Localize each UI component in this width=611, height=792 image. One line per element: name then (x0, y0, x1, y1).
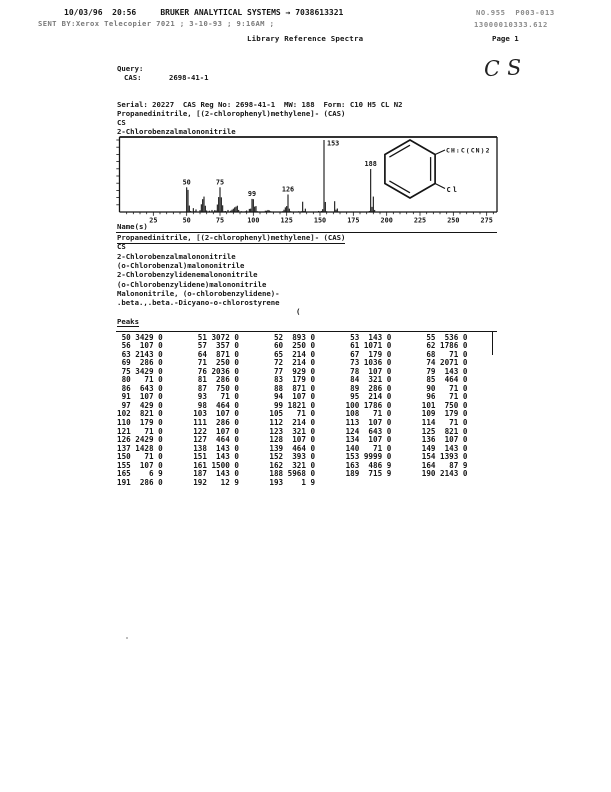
peak-entry: 187 143 0 (193, 469, 239, 479)
svg-text:25: 25 (149, 216, 158, 225)
peak-entry: 112 214 0 (269, 417, 316, 427)
svg-text:125: 125 (280, 216, 293, 225)
peak-entry: 138 143 0 (193, 443, 239, 453)
peak-entry: 78 107 0 (345, 366, 392, 376)
page-number: Page 1 (492, 34, 519, 43)
peak-entry: 151 143 0 (193, 452, 239, 462)
fax-station-id: NO.955 P003-013 (476, 8, 555, 17)
peak-entry: 139 464 0 (269, 443, 316, 453)
peak-entry: 73 1036 0 (345, 358, 392, 368)
peak-entry: 164 87 9 (421, 460, 468, 470)
synonym-item: .beta.,.beta.-Dicyano-o-chlorostyrene (117, 298, 280, 308)
peak-entry: 56 107 0 (117, 341, 163, 351)
peak-entry: 62 1786 0 (421, 341, 468, 351)
peak-entry: 89 286 0 (345, 383, 392, 393)
peak-entry: 193 1 9 (269, 477, 316, 487)
peak-entry: 163 486 9 (345, 460, 392, 470)
peak-entry: 162 321 0 (269, 460, 316, 470)
peak-entry: 149 143 0 (421, 443, 468, 453)
peak-entry: 109 179 0 (421, 409, 468, 419)
peak-entry: 113 107 0 (345, 417, 392, 427)
peak-entry: 128 107 0 (269, 435, 316, 445)
peak-entry: 123 321 0 (269, 426, 316, 436)
peak-entry: 50 3429 0 (117, 332, 163, 342)
peak-entry: 84 321 0 (345, 375, 392, 385)
peak-entry: 165 6 9 (117, 469, 163, 479)
benzene-ring (385, 140, 435, 198)
peak-entry: 64 871 0 (193, 349, 239, 359)
peak-entry: 63 2143 0 (117, 349, 163, 359)
peak-entry: 152 393 0 (269, 452, 316, 462)
peak-entry: 57 357 0 (193, 341, 239, 351)
record-name-line3: 2-Chlorobenzalmalononitrile (117, 127, 236, 137)
peak-entry: 76 2036 0 (193, 366, 239, 376)
substituent-cl-label: Cl (446, 185, 459, 194)
synonym-list (117, 233, 345, 308)
peak-entry: 101 750 0 (421, 400, 468, 410)
peak-entry: 111 286 0 (193, 417, 239, 427)
svg-text:50: 50 (182, 216, 191, 225)
scan-artifact-dot (126, 637, 128, 639)
peak-entry: 74 2071 0 (421, 358, 468, 368)
spectrum-axes (116, 137, 497, 216)
peak-entry: 99 1821 0 (269, 400, 316, 410)
peaks-grid (117, 334, 498, 488)
peak-entry: 90 71 0 (421, 383, 468, 393)
peak-entry: 80 71 0 (117, 375, 163, 385)
peak-entry: 68 71 0 (421, 349, 468, 359)
substituent-top-label: CH:C(CN)2 (446, 146, 491, 155)
synonym-item: 2-Chlorobenzalmalononitrile (117, 251, 236, 261)
peak-entry: 114 71 0 (421, 417, 468, 427)
peak-entry: 86 643 0 (117, 383, 163, 393)
peak-entry: 122 107 0 (193, 426, 239, 436)
peak-entry: 188 5968 0 (269, 469, 316, 479)
peak-entry: 137 1428 0 (117, 443, 163, 453)
synonym-item: 2-Chlorobenzylidenemalononitrile (117, 270, 258, 280)
svg-text:175: 175 (347, 216, 360, 225)
svg-text:126: 126 (281, 185, 295, 194)
svg-text:75: 75 (215, 216, 225, 225)
peak-entry: 140 71 0 (345, 443, 392, 453)
record-name-line2: CS (117, 118, 126, 128)
synonym-item: (o-Chlorobenzal)malononitrile (117, 261, 245, 271)
peak-entry: 77 929 0 (269, 366, 316, 376)
peak-entry: 134 107 0 (345, 435, 392, 445)
svg-text:153: 153 (327, 139, 340, 148)
peak-entry: 125 821 0 (421, 426, 468, 436)
peak-entry: 153 9999 0 (345, 452, 392, 462)
peak-entry: 121 71 0 (117, 426, 163, 436)
stray-mark: ( (296, 307, 301, 316)
peak-entry: 65 214 0 (269, 349, 316, 359)
synonym-item: Malononitrile, (o-chlorobenzylidene)- (117, 289, 280, 299)
peak-labels (183, 140, 377, 198)
synonym-item: (o-Chlorobenzylidene)malononitrile (117, 279, 267, 289)
peak-entry: 88 871 0 (269, 383, 316, 393)
peak-entry: 136 107 0 (421, 435, 468, 445)
peak-entry: 190 2143 0 (421, 469, 468, 479)
fax-timestamp-line: 10/03/96 20:56 BRUKER ANALYTICAL SYSTEMS → 7038613321 (64, 8, 344, 17)
svg-text:200: 200 (380, 216, 393, 225)
peak-entry: 102 821 0 (117, 409, 163, 419)
peak-entry: 83 179 0 (269, 375, 316, 385)
fax-sent-by-line: SENT BY:Xerox Telecopier 7021 ; 3-10-93 ; 9:16AM ; (38, 19, 275, 28)
peak-entry: 93 71 0 (193, 392, 239, 402)
peak-entry: 191 286 0 (117, 477, 163, 487)
svg-text:150: 150 (313, 216, 327, 225)
peak-entry: 161 1500 0 (193, 460, 239, 470)
query-cas-label: CAS: (124, 73, 142, 82)
svg-text:100: 100 (247, 216, 260, 225)
svg-text:275: 275 (480, 216, 493, 225)
peak-entry: 127 464 0 (193, 435, 239, 445)
spectrum-peaks (187, 140, 378, 212)
peak-entry: 61 1071 0 (345, 341, 392, 351)
peak-entry: 71 250 0 (193, 358, 239, 368)
peak-entry: 150 71 0 (117, 452, 163, 462)
record-name-line1: Propanedinitrile, [(2-chlorophenyl)methylene]- (CAS) (117, 108, 346, 118)
svg-text:188: 188 (364, 160, 377, 169)
peak-entry: 72 214 0 (269, 358, 316, 368)
svg-text:50: 50 (182, 178, 191, 187)
peak-entry: 87 750 0 (193, 383, 239, 393)
peak-entry: 67 179 0 (345, 349, 392, 359)
peak-entry: 53 143 0 (345, 332, 392, 342)
svg-text:75: 75 (215, 178, 225, 187)
peak-entry: 55 536 0 (421, 332, 468, 342)
peak-entry: 75 3429 0 (117, 366, 163, 376)
peak-entry: 81 286 0 (193, 375, 239, 385)
peak-entry: 100 1786 0 (345, 400, 392, 410)
peak-entry: 98 464 0 (193, 400, 239, 410)
peak-entry: 96 71 0 (421, 392, 468, 402)
peak-entry: 155 107 0 (117, 460, 163, 470)
peak-entry: 189 715 9 (345, 469, 392, 479)
peak-entry: 126 2429 0 (117, 435, 163, 445)
peak-entry: 69 286 0 (117, 358, 163, 368)
peak-entry: 97 429 0 (117, 400, 163, 410)
peak-entry: 79 143 0 (421, 366, 468, 376)
svg-text:99: 99 (247, 189, 257, 198)
peaks-heading: Peaks (117, 317, 139, 326)
peak-entry: 124 643 0 (345, 426, 392, 436)
query-heading: Query: (117, 64, 144, 73)
document-title: Library Reference Spectra (247, 34, 364, 43)
fax-code-line: 13000010333.612 (474, 20, 548, 29)
peak-entry: 192 12 9 (193, 477, 239, 487)
record-serial-line: Serial: 20227 CAS Reg No: 2698-41-1 MW: 188 Form: C10 H5 CL N2 (117, 99, 403, 109)
synonym-item: Propanedinitrile, [(2-chlorophenyl)methylene]- (CAS) (117, 233, 346, 242)
chemical-structure (385, 140, 491, 198)
peak-entry: 94 107 0 (269, 392, 316, 402)
names-heading: Name(s) (117, 222, 148, 231)
synonym-item: CS (117, 242, 126, 252)
handwritten-annotation: CS (483, 54, 530, 82)
peaks-table-top-rule (116, 331, 497, 333)
mass-spectrum (116, 136, 501, 231)
x-tick-labels (149, 217, 493, 225)
svg-text:225: 225 (413, 216, 427, 225)
query-cas-value: 2698-41-1 (169, 73, 209, 82)
peak-entry: 51 3072 0 (193, 332, 239, 342)
peak-entry: 108 71 0 (345, 409, 392, 419)
peak-entry: 154 1393 0 (421, 452, 468, 462)
peak-entry: 91 107 0 (117, 392, 163, 402)
peak-entry: 105 71 0 (269, 409, 316, 419)
peak-entry: 103 107 0 (193, 409, 239, 419)
svg-text:250: 250 (447, 216, 460, 225)
peak-entry: 60 250 0 (269, 341, 316, 351)
peak-entry: 52 893 0 (269, 332, 316, 342)
peak-entry: 110 179 0 (117, 417, 163, 427)
peak-entry: 85 464 0 (421, 375, 468, 385)
peak-entry: 95 214 0 (345, 392, 392, 402)
